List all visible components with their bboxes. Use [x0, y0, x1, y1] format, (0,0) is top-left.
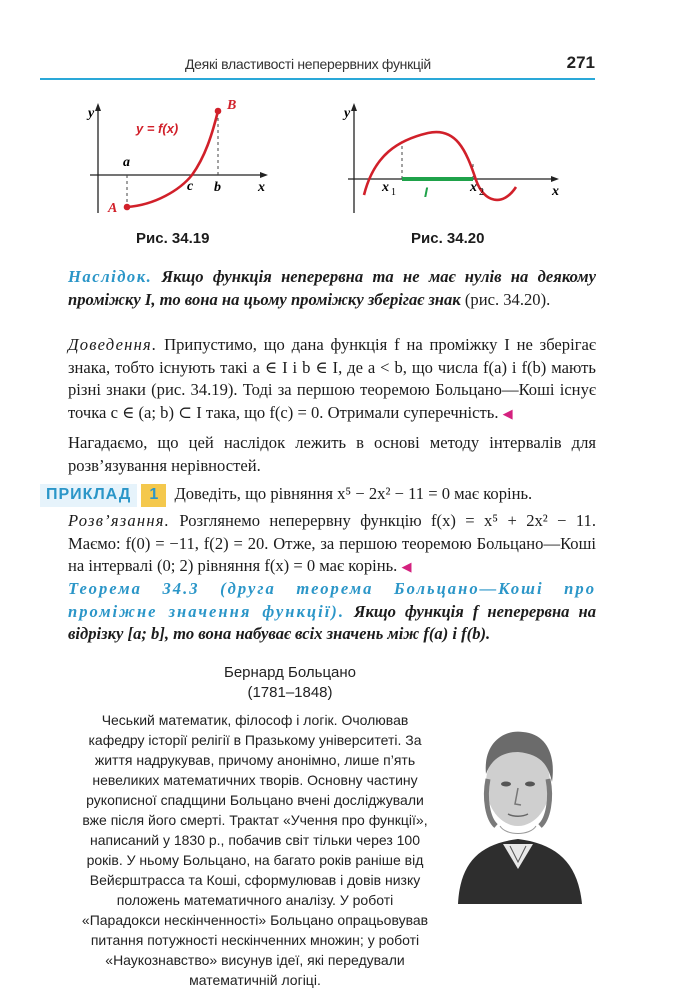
fig2-interval-label: I: [424, 184, 428, 200]
example-number: 1: [141, 484, 166, 507]
header-rule: [40, 78, 595, 80]
running-title: Деякі властивості неперервних функцій: [185, 56, 431, 72]
solution-head: Розв’язання.: [68, 511, 171, 530]
solution: [68, 510, 596, 579]
fig1-point-A: [124, 204, 131, 211]
fig2-x2-label: x: [470, 180, 477, 195]
fig1-A-label: A: [108, 201, 118, 216]
fig1-func-label: y = f(x): [136, 121, 179, 136]
corollary: [68, 266, 596, 311]
fig2-x1-label: x: [382, 180, 389, 195]
end-of-proof-mark: ◀: [502, 405, 513, 421]
fig1-b-label: b: [214, 180, 221, 195]
bio-text: Чеський математик, філософ і логік. Очолював кафедру історії релігії в Празькому університеті. За життя надрукував, причому анонімно, лише п’ять невеликих математичних творів. Основну частину рукописної спадщини Больцано вчені досліджували вже після його смерті. Трактат «Учення про функції», написаний у 1830 р., побачив світ тільки через 100 років. У ньому Больцано, на багато років раніше від Вейєрштрасса та Коші, сформулював і довів низку положень математичного аналізу. У роботі «Парадокси нескінченності» Больцано опрацьовував питання потужності нескінченних множин; у роботі «Наукознавство» висунув ідеї, які передували математичній логіці.: [81, 712, 429, 988]
proof-text: Припустимо, що дана функція f на проміжку I не зберігає знака, тобто існують такі a ∈ I і b ∈ I, де a < b, що числа f(a) і f(b) мають різні знаки (рис. 34.19). Тоді за першою теоремою Больцано—Коші існує точка c ∈ (a; b) ⊂ I така, що f(c) = 0. Отримали суперечність.: [68, 335, 596, 422]
reminder: Нагадаємо, що цей наслідок лежить в основі методу інтервалів для розв’язування нерівностей.: [68, 433, 596, 475]
fig1-x-label: x: [258, 180, 265, 195]
example: [40, 483, 596, 507]
figure-34-19: [80, 95, 280, 220]
theorem-head: Теорема 34.3 (друга теорема Больцано—Коші про проміжне значення функції).: [68, 579, 596, 621]
fig2-y-label: y: [344, 106, 351, 121]
page-header: [40, 48, 650, 80]
fig2-x-label: x: [552, 184, 559, 199]
fig1-y-label: y: [88, 106, 95, 121]
bio-name: Бернард Больцано: [223, 664, 357, 681]
bio-heading: [180, 663, 400, 703]
solution-text: Розглянемо неперервну функцію f(x) = x⁵ + 2x² − 11. Маємо: f(0) = −11, f(2) = 20. Отже, за першою теоремою Больцано—Коші на інтервалі (0; 2) рівняння f(x) = 0 має корінь.: [68, 511, 596, 575]
figure-34-20: [338, 95, 578, 220]
proof: [68, 334, 596, 425]
theorem-body: Якщо функція f неперервна на відрізку [a; b], то вона набуває всіх значень між f(a) і f(b).: [68, 601, 597, 643]
fig1-a-label: a: [123, 155, 130, 170]
example-statement: Доведіть, що рівняння x⁵ − 2x² − 11 = 0 має корінь.: [174, 484, 533, 503]
end-of-solution-mark: ◀: [401, 559, 412, 574]
corollary-line2: деякому проміжку I, то вона на цьому проміжку зберігає знак: [68, 267, 596, 309]
bio-years: (1781–1848): [247, 684, 333, 701]
theorem-34-3: [68, 578, 596, 646]
corollary-line3: (рис. 34.20).: [464, 289, 551, 309]
example-label: ПРИКЛАД: [40, 484, 137, 507]
proof-head: Доведення.: [68, 335, 158, 354]
fig1-point-B: [215, 108, 222, 115]
fig1-B-label: B: [227, 98, 237, 113]
bolzano-portrait: [448, 704, 588, 904]
fig2-x2-sub: 2: [479, 187, 484, 198]
figure-34-20-caption: Рис. 34.20: [411, 230, 485, 247]
page-number: 271: [566, 53, 595, 72]
fig2-x1-sub: 1: [391, 187, 396, 198]
corollary-head: Наслідок.: [68, 267, 153, 286]
fig1-c-label: c: [187, 179, 194, 194]
figure-34-19-caption: Рис. 34.19: [136, 230, 210, 247]
corollary-line1: Якщо функція неперервна та не має нулів на: [161, 267, 529, 286]
